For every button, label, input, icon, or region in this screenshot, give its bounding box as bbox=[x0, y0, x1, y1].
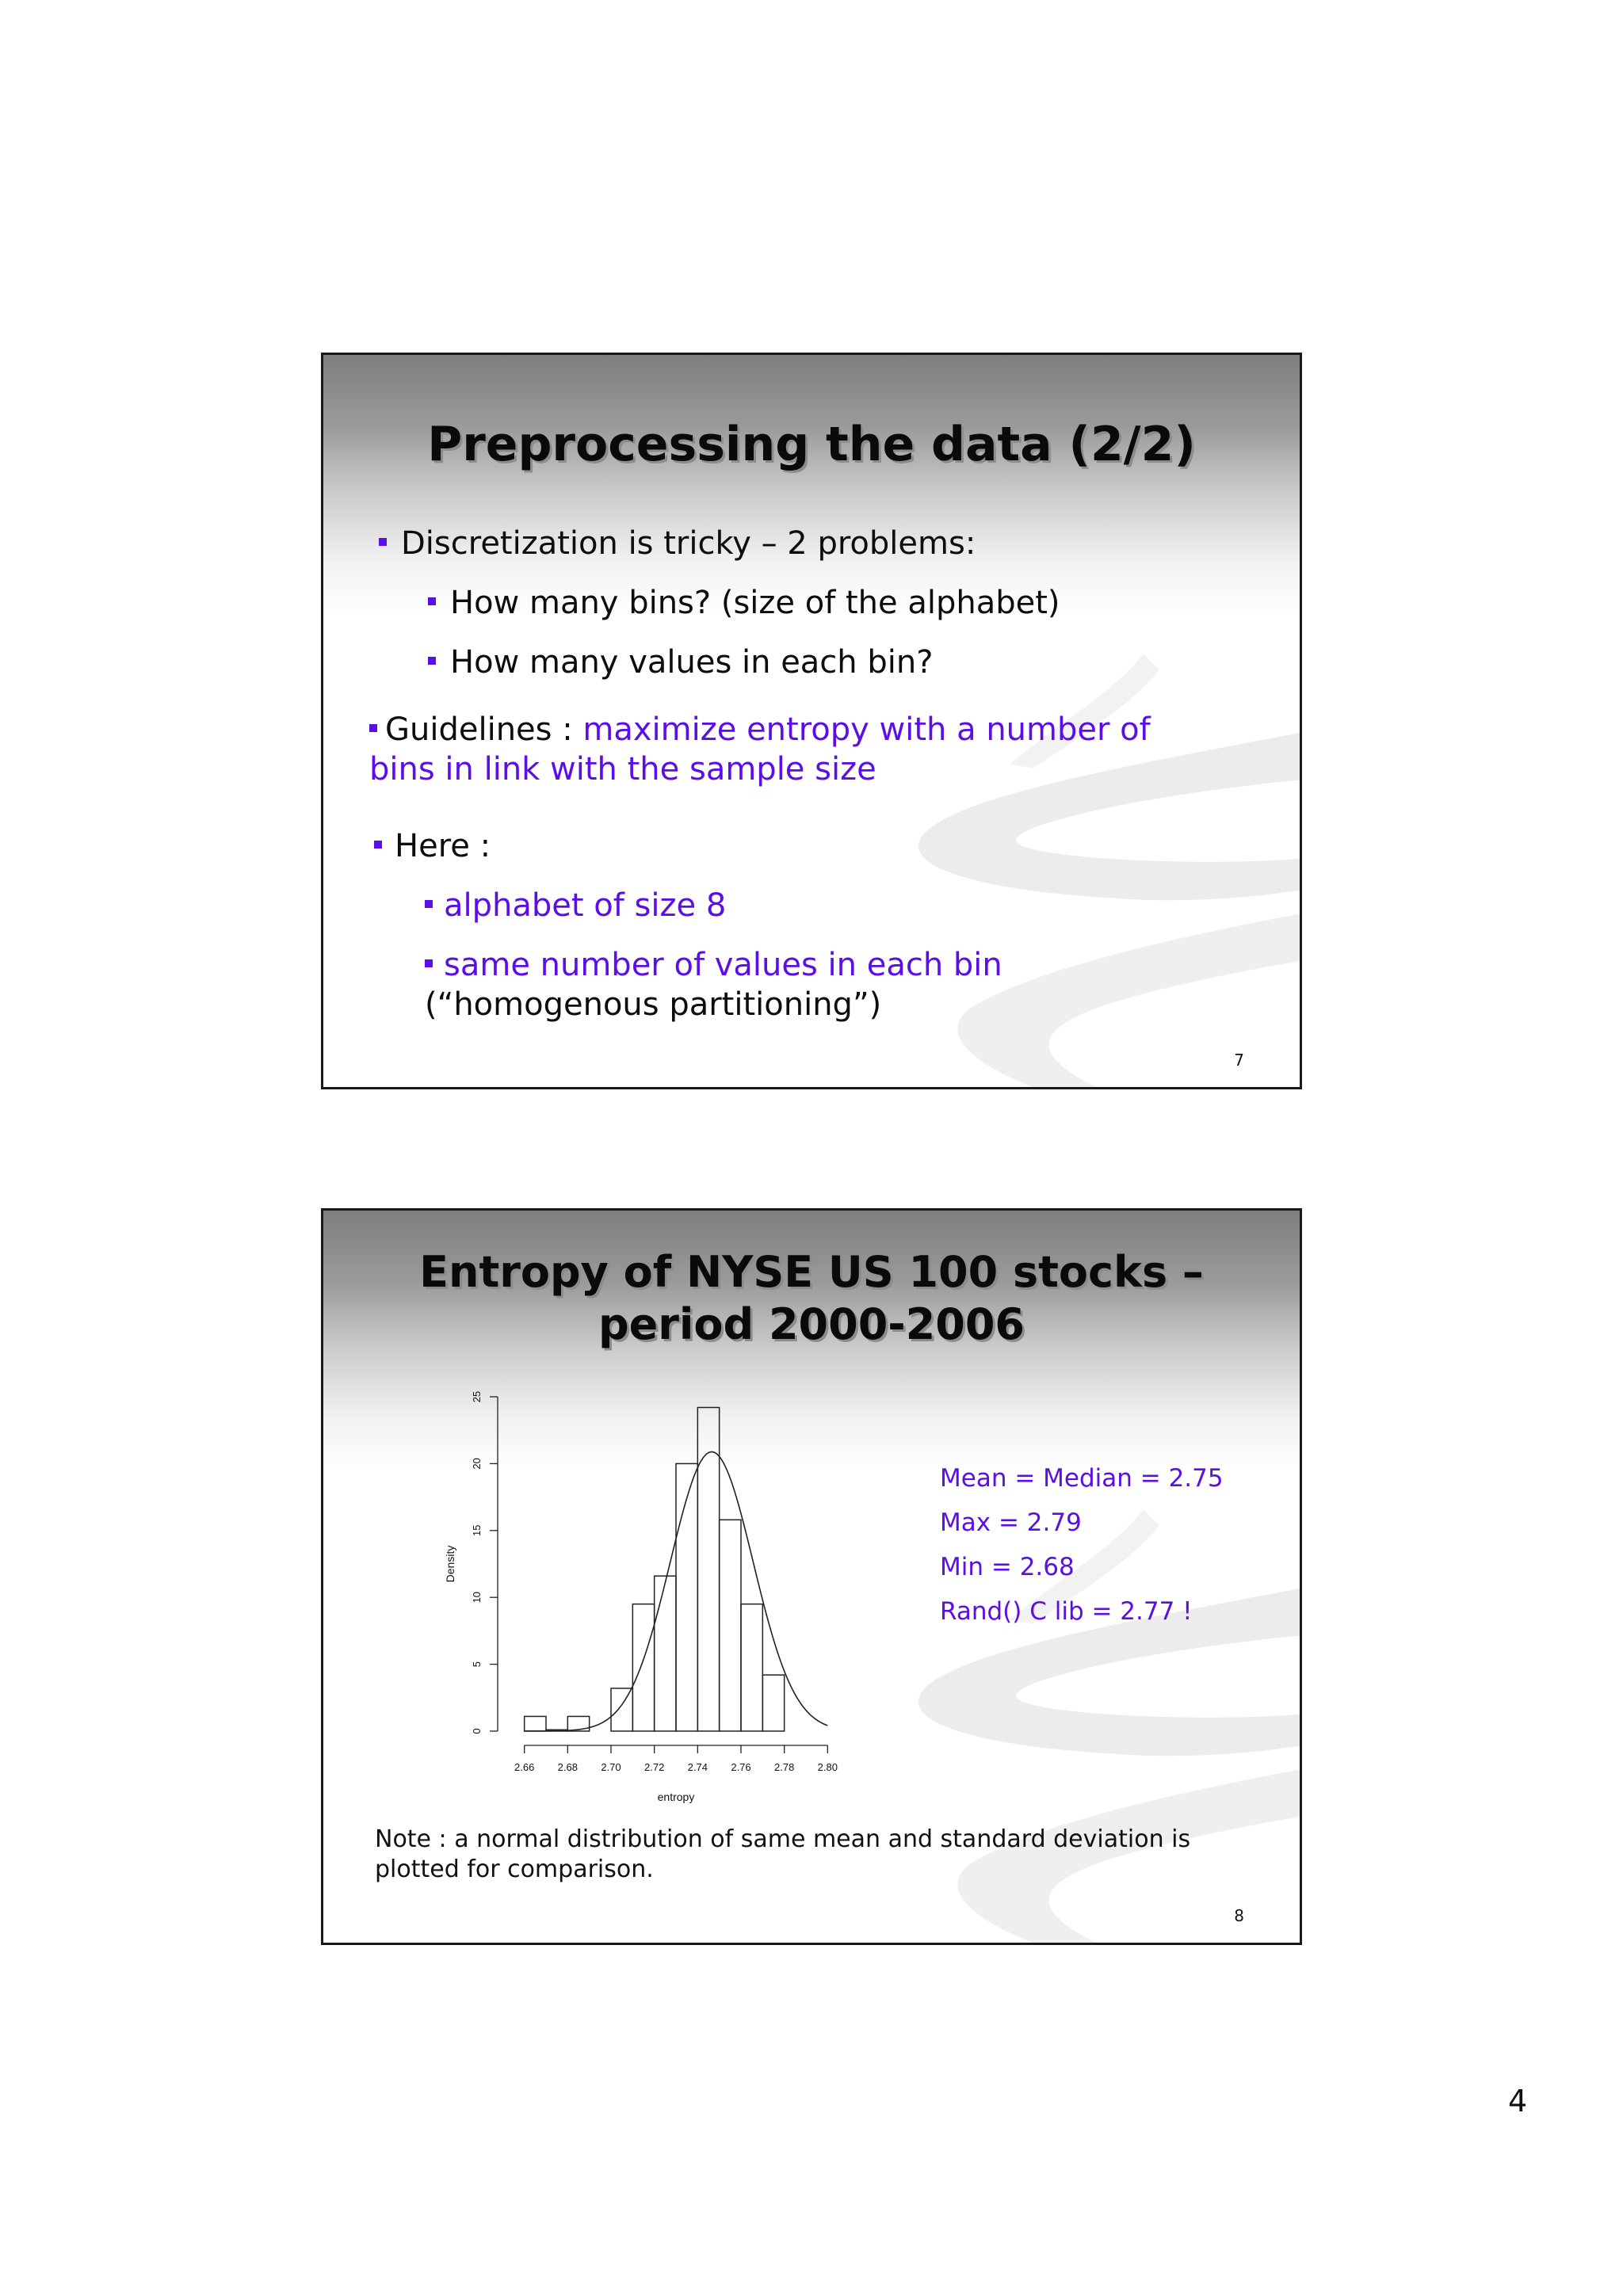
x-tick-label: 2.70 bbox=[601, 1761, 621, 1773]
x-tick-label: 2.76 bbox=[731, 1761, 751, 1773]
guidelines-text-continued: bins in link with the sample size bbox=[369, 751, 876, 788]
x-tick-label: 2.72 bbox=[644, 1761, 665, 1773]
square-bullet-icon bbox=[369, 724, 377, 732]
slide-number: 8 bbox=[1234, 1906, 1244, 1925]
bullet-text: Discretization is tricky – 2 problems: bbox=[401, 525, 976, 562]
stat-rand: Rand() C lib = 2.77 ! bbox=[940, 1597, 1193, 1626]
entropy-histogram bbox=[444, 1377, 894, 1805]
note-line-2: plotted for comparison. bbox=[375, 1855, 654, 1883]
stat-min: Min = 2.68 bbox=[940, 1553, 1075, 1581]
x-tick-label: 2.80 bbox=[817, 1761, 838, 1773]
x-tick-label: 2.66 bbox=[514, 1761, 535, 1773]
y-tick-label: 25 bbox=[471, 1390, 483, 1403]
bullet-discretization bbox=[379, 525, 976, 562]
square-bullet-icon bbox=[379, 538, 387, 546]
sub-bullet-alphabet bbox=[425, 887, 726, 924]
slide-title bbox=[323, 1246, 1300, 1351]
bullet-text: How many values in each bin? bbox=[450, 644, 934, 681]
bullet-guidelines bbox=[369, 711, 1151, 748]
bullet-text: alphabet of size 8 bbox=[444, 887, 727, 924]
slide-8 bbox=[321, 1208, 1302, 1945]
slide-title: Preprocessing the data (2/2) bbox=[427, 417, 1196, 472]
x-tick-label: 2.74 bbox=[687, 1761, 708, 1773]
sub-bullet-same-number bbox=[425, 947, 1002, 983]
x-tick-label: 2.78 bbox=[774, 1761, 795, 1773]
bullet-here bbox=[374, 828, 491, 864]
histogram-bar bbox=[741, 1604, 762, 1731]
y-tick-label: 10 bbox=[471, 1591, 483, 1604]
homogenous-partitioning-text: (“homogenous partitioning”) bbox=[425, 986, 882, 1023]
stat-mean-median: Mean = Median = 2.75 bbox=[940, 1464, 1224, 1493]
y-tick-label: 15 bbox=[471, 1524, 483, 1537]
page-number: 4 bbox=[1508, 2084, 1528, 2119]
histogram-bar bbox=[676, 1463, 697, 1731]
note-line-1: Note : a normal distribution of same mean and standard deviation is bbox=[375, 1825, 1191, 1853]
stat-max: Max = 2.79 bbox=[940, 1508, 1082, 1537]
bullet-text: Here : bbox=[395, 828, 491, 864]
note-text bbox=[375, 1825, 1270, 1885]
guidelines-text: maximize entropy with a number of bbox=[582, 711, 1151, 748]
bullet-text: same number of values in each bin bbox=[444, 947, 1002, 983]
y-tick-label: 20 bbox=[471, 1458, 483, 1470]
y-axis-label: Density bbox=[444, 1545, 456, 1583]
slide-number: 7 bbox=[1234, 1051, 1244, 1070]
y-tick-label: 5 bbox=[471, 1661, 483, 1668]
square-bullet-icon bbox=[428, 657, 436, 665]
histogram-bar bbox=[655, 1576, 676, 1731]
title-line-2: period 2000-2006 bbox=[598, 1299, 1025, 1349]
square-bullet-icon bbox=[425, 900, 433, 908]
histogram-bar bbox=[632, 1604, 654, 1731]
y-tick-label: 0 bbox=[471, 1728, 483, 1734]
histogram-bar bbox=[525, 1716, 546, 1731]
title-line-1: Entropy of NYSE US 100 stocks – bbox=[419, 1247, 1204, 1297]
histogram-bar bbox=[697, 1408, 719, 1731]
sub-bullet-bins bbox=[428, 585, 1060, 621]
x-axis-label: entropy bbox=[657, 1791, 695, 1803]
slide-7 bbox=[321, 353, 1302, 1089]
sub-bullet-values bbox=[428, 644, 933, 681]
square-bullet-icon bbox=[374, 841, 382, 849]
histogram-bar bbox=[720, 1520, 741, 1731]
square-bullet-icon bbox=[428, 597, 436, 605]
histogram-bar bbox=[762, 1675, 784, 1731]
guidelines-label: Guidelines : bbox=[385, 711, 583, 748]
bullet-text: How many bins? (size of the alphabet) bbox=[450, 585, 1060, 621]
histogram-bar bbox=[611, 1688, 632, 1731]
x-tick-label: 2.68 bbox=[557, 1761, 578, 1773]
square-bullet-icon bbox=[425, 959, 433, 967]
